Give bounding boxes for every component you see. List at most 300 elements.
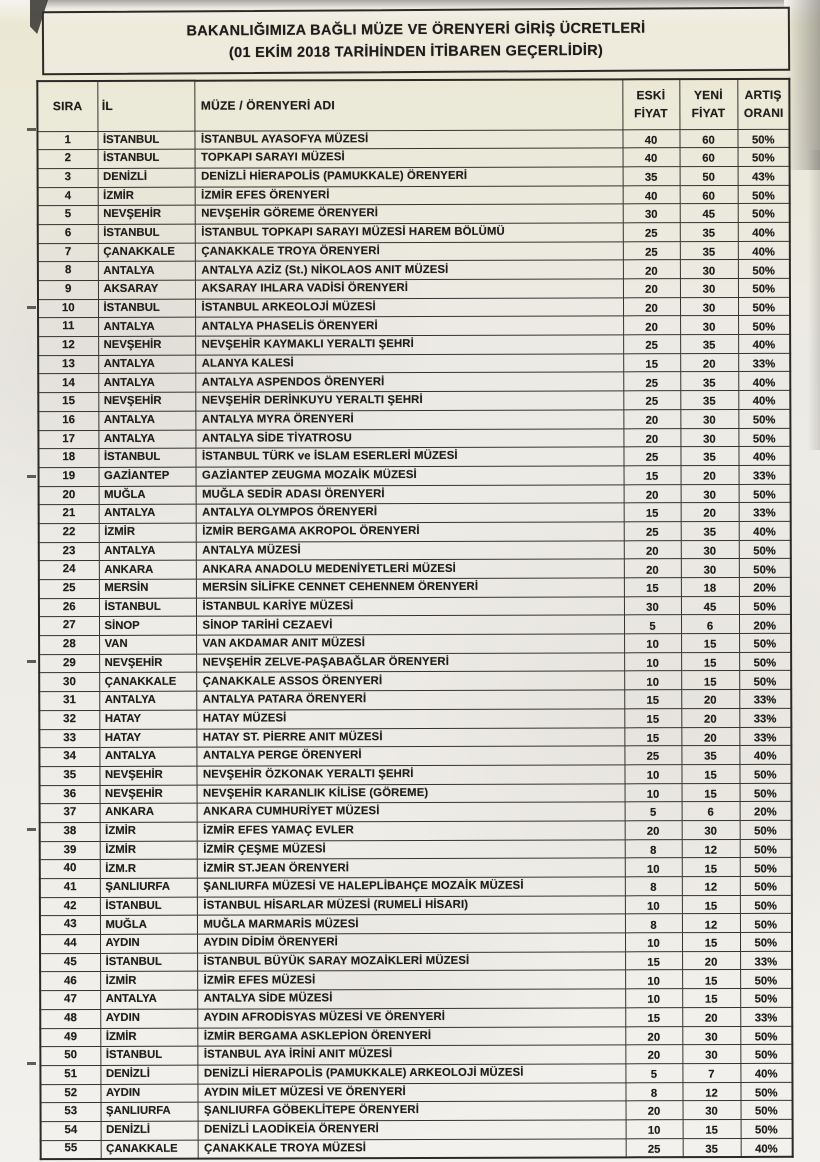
cell-sira-text: 39 xyxy=(63,843,77,856)
cell-sira xyxy=(39,467,99,486)
cell-province-text: İZMİR xyxy=(105,974,137,987)
cell-new-price xyxy=(679,129,737,148)
cell-sira-text: 38 xyxy=(63,825,77,838)
cell-old-price xyxy=(623,167,680,186)
cell-sira xyxy=(38,411,98,430)
table-row xyxy=(40,783,792,804)
cell-province xyxy=(99,486,196,505)
cell-province xyxy=(101,1140,198,1159)
header-sira xyxy=(37,81,97,131)
cell-museum-name xyxy=(196,503,624,523)
cell-sira-text: 14 xyxy=(62,376,75,389)
cell-province xyxy=(99,542,196,561)
cell-museum-name-text: DENİZLİ LAODİKEİA ÖRENYERİ xyxy=(204,1123,379,1136)
cell-old-price xyxy=(624,634,681,653)
cell-old-price xyxy=(623,447,680,466)
cell-sira-text: 30 xyxy=(63,675,76,688)
cell-museum-name xyxy=(196,559,624,579)
cell-province xyxy=(98,243,195,262)
cell-sira xyxy=(39,505,99,524)
cell-increase-rate-text: 50% xyxy=(754,1087,778,1100)
cell-sira xyxy=(38,243,98,262)
scan-edge-shadow-right xyxy=(786,0,820,170)
cell-province xyxy=(98,187,195,206)
cell-museum-name-text: ANTALYA OLYMPOS ÖRENYERİ xyxy=(202,506,378,520)
cell-province-text: ÇANAKKALE xyxy=(106,1142,178,1155)
cell-new-price xyxy=(680,148,738,167)
cell-new-price-text: 35 xyxy=(705,1143,718,1156)
cell-sira xyxy=(41,1121,101,1140)
table-row xyxy=(41,1119,793,1140)
cell-new-price xyxy=(680,316,738,335)
table-row xyxy=(39,671,791,692)
cell-new-price xyxy=(682,783,740,802)
cell-museum-name xyxy=(195,185,623,205)
cell-increase-rate xyxy=(740,932,792,951)
cell-sira xyxy=(39,598,99,617)
cell-new-price xyxy=(681,671,739,690)
cell-old-price-text: 10 xyxy=(646,638,659,652)
cell-increase-rate xyxy=(739,671,791,690)
cell-new-price-text: 30 xyxy=(703,433,716,446)
cell-new-price xyxy=(680,353,738,372)
scan-tick-mark xyxy=(27,660,36,663)
cell-sira xyxy=(40,841,100,860)
cell-museum-name xyxy=(196,540,624,560)
cell-old-price xyxy=(623,372,680,391)
cell-province xyxy=(100,1028,197,1047)
cell-museum-name-text: İSTANBUL ARKEOLOJİ MÜZESİ xyxy=(201,300,376,314)
cell-province-text: NEVŞEHİR xyxy=(103,395,162,408)
cell-sira-text: 34 xyxy=(63,750,77,763)
cell-province xyxy=(99,635,196,654)
cell-province-text: ANTALYA xyxy=(103,264,155,277)
cell-province-text: İSTANBUL xyxy=(103,301,160,314)
cell-sira xyxy=(38,374,98,393)
table-row xyxy=(41,1101,793,1122)
cell-old-price xyxy=(625,914,682,933)
cell-sira xyxy=(38,280,98,299)
cell-sira-text: 47 xyxy=(64,993,77,1006)
table-row xyxy=(39,577,791,598)
cell-province-text: GAZİANTEP xyxy=(104,469,170,483)
cell-province-text: ŞANLIURFA xyxy=(106,1105,171,1118)
cell-new-price-text: 60 xyxy=(702,152,715,165)
cell-increase-rate xyxy=(740,1063,792,1082)
cell-increase-rate-text: 33% xyxy=(754,1012,778,1025)
cell-old-price-text: 40 xyxy=(644,134,658,147)
cell-increase-rate xyxy=(739,559,791,578)
cell-museum-name xyxy=(195,354,623,374)
cell-museum-name xyxy=(196,634,624,654)
cell-museum-name xyxy=(196,653,624,673)
cell-sira-text: 40 xyxy=(63,862,77,875)
cell-province xyxy=(98,224,195,243)
cell-new-price xyxy=(680,297,738,316)
cell-province xyxy=(98,149,195,168)
cell-province xyxy=(98,280,195,299)
cell-museum-name-text: İSTANBUL HİSARLAR MÜZESİ (RUMELİ HİSARI) xyxy=(203,898,469,912)
cell-old-price-text: 10 xyxy=(647,1124,661,1137)
cell-old-price xyxy=(623,148,680,167)
document-title-line1: BAKANLIĞIMIZA BAĞLI MÜZE VE ÖRENYERİ GİRİŞ ÜCRETLERİ xyxy=(186,20,646,39)
cell-old-price-text: 20 xyxy=(645,414,659,427)
cell-new-price xyxy=(681,596,739,615)
cell-old-price-text: 10 xyxy=(647,994,661,1007)
cell-old-price-text: 40 xyxy=(644,153,658,166)
cell-sira xyxy=(38,337,98,356)
cell-museum-name xyxy=(197,933,625,953)
cell-province xyxy=(99,579,196,598)
cell-old-price xyxy=(623,391,680,410)
cell-sira xyxy=(38,355,98,374)
table-row xyxy=(38,222,790,243)
cell-old-price-text: 30 xyxy=(646,601,659,614)
cell-increase-rate xyxy=(737,129,789,148)
cell-old-price xyxy=(623,335,680,354)
cell-museum-name-text: ANTALYA PHASELİS ÖRENYERİ xyxy=(201,319,378,333)
cell-old-price xyxy=(624,652,681,671)
cell-new-price xyxy=(680,241,738,260)
cell-increase-rate-text: 50% xyxy=(753,675,777,689)
cell-old-price xyxy=(623,185,680,204)
cell-increase-rate xyxy=(739,727,791,746)
cell-sira-text: 18 xyxy=(62,451,76,464)
cell-old-price xyxy=(625,821,682,840)
cell-increase-rate xyxy=(738,166,790,185)
cell-province xyxy=(99,560,196,579)
cell-increase-rate xyxy=(740,783,792,802)
cell-new-price-text: 12 xyxy=(704,919,718,932)
cell-sira-text: 36 xyxy=(63,787,77,800)
cell-province xyxy=(98,392,195,411)
cell-new-price-text: 15 xyxy=(704,788,717,801)
cell-museum-name xyxy=(197,802,625,822)
table-row xyxy=(38,204,790,225)
table-row xyxy=(39,503,791,524)
cell-museum-name-text: ANKARA CUMHURİYET MÜZESİ xyxy=(203,805,380,819)
cell-old-price xyxy=(626,1101,683,1120)
table-row xyxy=(39,727,791,748)
cell-province-text: VAN xyxy=(104,638,128,651)
cell-new-price xyxy=(681,503,739,522)
cell-new-price-text: 30 xyxy=(705,1049,718,1062)
cell-museum-name-text: DENİZLİ HİERAPOLİS (PAMUKKALE) ÖRENYERİ xyxy=(201,169,468,183)
cell-museum-name xyxy=(195,241,623,261)
cell-new-price-text: 35 xyxy=(703,451,716,464)
cell-old-price xyxy=(625,970,682,989)
cell-province-text: AYDIN xyxy=(105,1011,140,1024)
table-row xyxy=(40,839,792,860)
cell-increase-rate-text: 50% xyxy=(754,1031,778,1044)
cell-museum-name xyxy=(197,914,625,934)
cell-old-price-text: 10 xyxy=(646,788,660,801)
cell-museum-name-text: NEVŞEHİR ÖZKONAK YERALTI ŞEHRİ xyxy=(202,768,414,781)
cell-increase-rate xyxy=(740,1082,792,1101)
cell-increase-rate-text: 50% xyxy=(753,657,777,670)
header-increase-rate-text: ARTIŞ ORANI xyxy=(743,88,784,121)
cell-sira-text: 50 xyxy=(64,1049,78,1062)
cell-museum-name-text: ÇANAKKALE TROYA MÜZESİ xyxy=(204,1141,367,1155)
cell-new-price-text: 35 xyxy=(703,395,716,408)
cell-province-text: ANTALYA xyxy=(103,432,156,445)
cell-increase-rate-text: 40% xyxy=(752,376,776,390)
cell-old-price-text: 25 xyxy=(645,526,659,539)
cell-old-price-text: 20 xyxy=(647,1050,661,1063)
cell-new-price-text: 50 xyxy=(702,171,715,184)
table-row xyxy=(39,596,791,617)
table-row xyxy=(38,447,790,468)
cell-old-price-text: 15 xyxy=(646,695,660,708)
cell-new-price-text: 15 xyxy=(703,676,717,689)
cell-province xyxy=(100,878,197,897)
cell-province xyxy=(98,430,195,449)
cell-new-price xyxy=(680,260,738,279)
cell-increase-rate-text: 50% xyxy=(754,825,777,838)
table-row xyxy=(38,148,790,169)
cell-old-price xyxy=(623,279,680,298)
cell-sira-text: 25 xyxy=(62,582,76,595)
table-row xyxy=(39,484,791,505)
cell-museum-name xyxy=(196,690,624,710)
cell-old-price xyxy=(624,466,681,485)
cell-museum-name-text: ŞANLIURFA MÜZESİ VE HALEPLİBAHÇE MOZAİK MÜZESİ xyxy=(203,879,524,893)
scan-tick-mark xyxy=(27,1062,36,1065)
cell-museum-name xyxy=(196,597,624,617)
cell-old-price-text: 20 xyxy=(646,564,659,577)
cell-province-text: NEVŞEHİR xyxy=(103,208,162,221)
cell-new-price-text: 15 xyxy=(704,900,718,913)
table-row xyxy=(38,353,790,374)
cell-new-price xyxy=(681,746,739,765)
cell-increase-rate xyxy=(741,1101,793,1120)
cell-old-price xyxy=(625,951,682,970)
cell-new-price-text: 30 xyxy=(703,545,717,558)
cell-museum-name xyxy=(196,671,624,691)
cell-museum-name xyxy=(195,298,623,318)
table-row xyxy=(38,185,790,206)
cell-old-price-text: 15 xyxy=(646,582,659,595)
cell-sira xyxy=(40,953,100,972)
cell-museum-name xyxy=(196,484,624,504)
cell-new-price xyxy=(681,615,739,634)
cell-new-price-text: 45 xyxy=(703,601,717,614)
cell-museum-name-text: İSTANBUL TÜRK ve İSLAM ESERLERİ MÜZESİ xyxy=(201,450,458,464)
cell-museum-name-text: ÇANAKKALE ASSOS ÖRENYERİ xyxy=(202,674,383,688)
cell-new-price xyxy=(682,951,740,970)
scan-tick-mark xyxy=(27,128,36,131)
cell-museum-name-text: İZMİR EFES YAMAÇ EVLER xyxy=(203,824,354,837)
header-museum-name xyxy=(194,79,622,130)
cell-increase-rate xyxy=(738,278,790,297)
cell-museum-name xyxy=(196,522,624,542)
cell-increase-rate xyxy=(739,465,791,484)
cell-new-price-text: 20 xyxy=(702,358,716,371)
cell-new-price xyxy=(680,222,738,241)
cell-province xyxy=(100,803,197,822)
table-row xyxy=(38,409,790,430)
cell-sira-text: 21 xyxy=(62,507,76,520)
cell-new-price xyxy=(682,1063,740,1082)
cell-sira xyxy=(39,542,99,561)
cell-old-price-text: 20 xyxy=(645,545,659,558)
cell-province xyxy=(100,972,197,991)
cell-province-text: AKSARAY xyxy=(103,282,159,296)
cell-increase-rate-text: 50% xyxy=(754,1049,778,1062)
table-row xyxy=(39,708,791,729)
cell-increase-rate xyxy=(740,820,792,839)
table-row xyxy=(40,895,792,916)
cell-new-price-text: 6 xyxy=(707,806,714,820)
table-row xyxy=(40,1082,792,1103)
cell-province xyxy=(99,504,196,523)
cell-museum-name xyxy=(194,129,622,149)
cell-increase-rate-text: 33% xyxy=(752,470,776,483)
table-row xyxy=(38,428,790,449)
cell-new-price xyxy=(682,858,740,877)
cell-province-text: MERSİN xyxy=(104,582,149,595)
cell-sira xyxy=(39,561,99,580)
cell-sira xyxy=(39,766,99,785)
cell-new-price-text: 15 xyxy=(704,993,718,1006)
cell-old-price xyxy=(623,297,680,316)
cell-sira-text: 51 xyxy=(64,1068,78,1081)
table-row xyxy=(38,316,790,337)
cell-new-price xyxy=(680,391,738,410)
cell-increase-rate xyxy=(738,353,790,372)
cell-increase-rate xyxy=(739,577,791,596)
scan-tick-mark xyxy=(27,828,36,831)
cell-province xyxy=(98,205,195,224)
cell-new-price-text: 35 xyxy=(702,377,716,390)
cell-museum-name xyxy=(197,877,625,897)
cell-new-price-text: 30 xyxy=(702,302,716,315)
cell-museum-name xyxy=(196,615,624,635)
cell-sira-text: 7 xyxy=(64,245,72,258)
cell-province-text: NEVŞEHİR xyxy=(103,339,162,352)
cell-sira xyxy=(40,1028,100,1047)
cell-museum-name xyxy=(197,1026,625,1046)
cell-museum-name-text: GAZİANTEP ZEUGMA MOZAİK MÜZESİ xyxy=(202,469,417,482)
cell-province-text: İZMİR xyxy=(105,1030,137,1043)
cell-increase-rate-text: 33% xyxy=(753,713,777,726)
cell-sira xyxy=(39,673,99,692)
cell-museum-name-text: İSTANBUL BÜYÜK SARAY MOZAİKLERİ MÜZESİ xyxy=(203,954,470,968)
cell-museum-name xyxy=(196,746,624,766)
cell-sira-text: 48 xyxy=(64,1011,77,1025)
cell-old-price-text: 40 xyxy=(644,190,658,203)
cell-new-price-text: 20 xyxy=(703,470,716,483)
cell-museum-name-text: NEVŞEHİR KAYMAKLI YERALTI ŞEHRİ xyxy=(201,338,414,351)
cell-increase-rate-text: 50% xyxy=(752,433,776,446)
cell-old-price xyxy=(625,783,682,802)
cell-museum-name-text: AYDIN AFRODİSYAS MÜZESİ VE ÖRENYERİ xyxy=(203,1010,446,1024)
cell-museum-name-text: İZMİR BERGAMA AKROPOL ÖRENYERİ xyxy=(202,525,420,538)
cell-old-price xyxy=(625,1026,682,1045)
cell-new-price xyxy=(682,802,740,821)
cell-museum-name-text: ANTALYA SİDE TİYATROSU xyxy=(201,431,352,445)
cell-museum-name xyxy=(196,466,624,486)
cell-new-price xyxy=(681,540,739,559)
table-row xyxy=(40,951,792,972)
cell-increase-rate xyxy=(739,708,791,727)
cell-sira xyxy=(38,168,98,187)
cell-sira xyxy=(38,393,98,412)
table-row xyxy=(40,914,792,935)
table-header xyxy=(37,79,789,131)
cell-increase-rate-text: 20% xyxy=(753,582,776,595)
cell-sira xyxy=(39,636,99,655)
cell-increase-rate-text: 50% xyxy=(754,900,777,913)
cell-old-price xyxy=(625,1045,682,1064)
cell-province xyxy=(100,785,197,804)
cell-museum-name-text: ANTALYA MÜZESİ xyxy=(202,544,301,557)
cell-province xyxy=(100,1084,197,1103)
cell-old-price-text: 30 xyxy=(644,209,658,222)
cell-increase-rate xyxy=(738,148,790,167)
cell-museum-name-text: TOPKAPI SARAYI MÜZESİ xyxy=(201,151,345,165)
cell-old-price-text: 15 xyxy=(647,1012,661,1025)
cell-new-price-text: 15 xyxy=(703,657,717,670)
cell-new-price xyxy=(681,465,739,484)
cell-province xyxy=(100,841,197,860)
cell-new-price-text: 20 xyxy=(703,694,717,707)
cell-old-price xyxy=(624,746,681,765)
cell-new-price xyxy=(682,1045,740,1064)
cell-museum-name-text: NEVŞEHİR KARANLIK KİLİSE (GÖREME) xyxy=(203,786,429,800)
cell-increase-rate xyxy=(740,988,792,1007)
cell-province xyxy=(98,336,195,355)
cell-increase-rate xyxy=(741,1138,793,1157)
cell-new-price-text: 20 xyxy=(704,1012,718,1025)
cell-new-price xyxy=(680,447,738,466)
table-row xyxy=(40,802,792,823)
cell-sira-text: 42 xyxy=(63,899,77,912)
cell-new-price-text: 30 xyxy=(703,414,716,427)
table-row xyxy=(41,1138,793,1159)
cell-old-price-text: 25 xyxy=(645,339,658,353)
cell-province-text: HATAY xyxy=(104,731,142,744)
cell-province-text: İSTANBUL xyxy=(103,451,161,464)
cell-new-price-text: 30 xyxy=(705,1105,718,1119)
cell-new-price-text: 30 xyxy=(702,321,716,334)
cell-museum-name xyxy=(195,167,623,187)
cell-new-price xyxy=(681,764,739,783)
cell-museum-name xyxy=(197,839,625,859)
cell-old-price-text: 25 xyxy=(646,751,660,764)
cell-sira-text: 13 xyxy=(62,357,75,370)
cell-museum-name xyxy=(197,858,625,878)
cell-museum-name-text: ALANYA KALESİ xyxy=(201,357,294,370)
cell-museum-name-text: ANTALYA AZİZ (St.) NİKOLAOS ANIT MÜZESİ xyxy=(201,263,449,277)
cell-old-price-text: 25 xyxy=(647,1143,661,1156)
cell-museum-name-text: İZMİR EFES MÜZESİ xyxy=(203,973,316,987)
cell-province xyxy=(100,934,197,953)
cell-museum-name-text: ŞANLIURFA GÖBEKLİTEPE ÖRENYERİ xyxy=(204,1104,420,1118)
cell-museum-name xyxy=(198,1101,626,1121)
cell-sira xyxy=(40,935,100,954)
cell-province-text: İZMİR xyxy=(103,189,134,202)
cell-museum-name-text: ANKARA ANADOLU MEDENİYETLERİ MÜZESİ xyxy=(202,562,456,576)
cell-old-price-text: 8 xyxy=(650,919,657,932)
cell-museum-name-text: İSTANBUL KARİYE MÜZESİ xyxy=(202,600,354,613)
cell-province-text: İSTANBUL xyxy=(102,133,160,146)
cell-museum-name-text: NEVŞEHİR GÖREME ÖRENYERİ xyxy=(201,207,379,221)
cell-new-price xyxy=(681,577,739,596)
cell-old-price-text: 10 xyxy=(647,900,660,913)
cell-old-price xyxy=(623,316,680,335)
cell-new-price-text: 20 xyxy=(703,507,716,521)
